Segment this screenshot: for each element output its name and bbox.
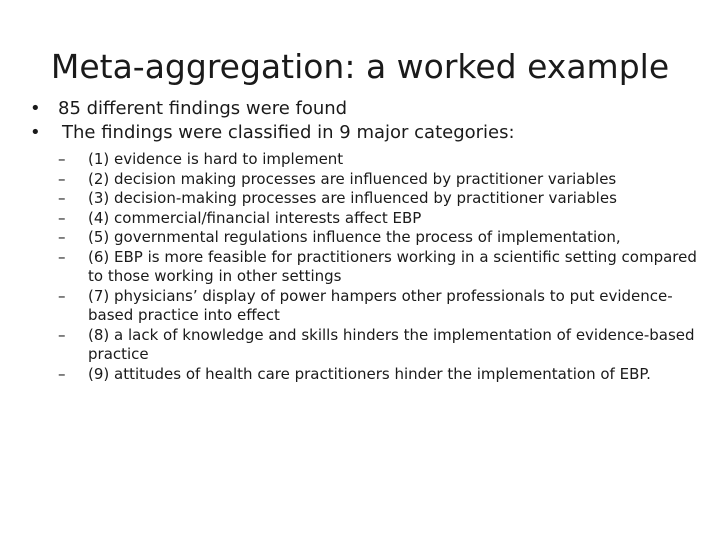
slide-title: Meta-aggregation: a worked example	[50, 47, 670, 86]
category-item	[56, 209, 706, 229]
category-item	[56, 170, 706, 190]
category-item	[56, 365, 706, 385]
category-text: (7) physicians’ display of power hampers other professionals to put evidence-based practice into effect	[88, 286, 673, 324]
bullet-item	[30, 97, 710, 121]
bullet-list	[30, 97, 710, 145]
bullet-item	[30, 121, 710, 145]
category-text: (8) a lack of knowledge and skills hinders the implementation of evidence-based practice	[88, 325, 695, 363]
category-item	[56, 189, 706, 209]
category-item	[56, 228, 706, 248]
category-text: (2) decision making processes are influenced by practitioner variables	[88, 169, 617, 188]
category-text: (6) EBP is more feasible for practitioners working in a scientific setting compared to those working in other settings	[88, 247, 697, 285]
category-item	[56, 326, 706, 365]
category-list	[56, 150, 706, 384]
category-text: (9) attitudes of health care practitioners hinder the implementation of EBP.	[88, 364, 651, 383]
dash-glyph: –	[58, 150, 66, 168]
bullet-text: The findings were classified in 9 major categories:	[62, 122, 515, 143]
dash-glyph: –	[58, 208, 66, 227]
category-item	[56, 287, 706, 326]
dash-glyph: –	[58, 189, 66, 207]
bullet-glyph: •	[30, 122, 41, 143]
category-text: (3) decision-making processes are influenced by practitioner variables	[88, 189, 617, 207]
category-text: (4) commercial/financial interests affect EBP	[88, 208, 422, 227]
category-text: (5) governmental regulations influence the process of implementation,	[88, 228, 621, 246]
category-item	[56, 248, 706, 287]
dash-glyph: –	[58, 228, 66, 246]
bullet-text: 85 different findings were found	[58, 98, 348, 119]
dash-glyph: –	[58, 364, 66, 383]
category-item	[56, 150, 706, 170]
dash-glyph: –	[58, 247, 66, 266]
dash-glyph: –	[58, 169, 66, 188]
bullet-glyph: •	[30, 98, 41, 119]
dash-glyph: –	[58, 286, 66, 305]
category-text: (1) evidence is hard to implement	[88, 150, 344, 168]
dash-glyph: –	[58, 325, 66, 344]
